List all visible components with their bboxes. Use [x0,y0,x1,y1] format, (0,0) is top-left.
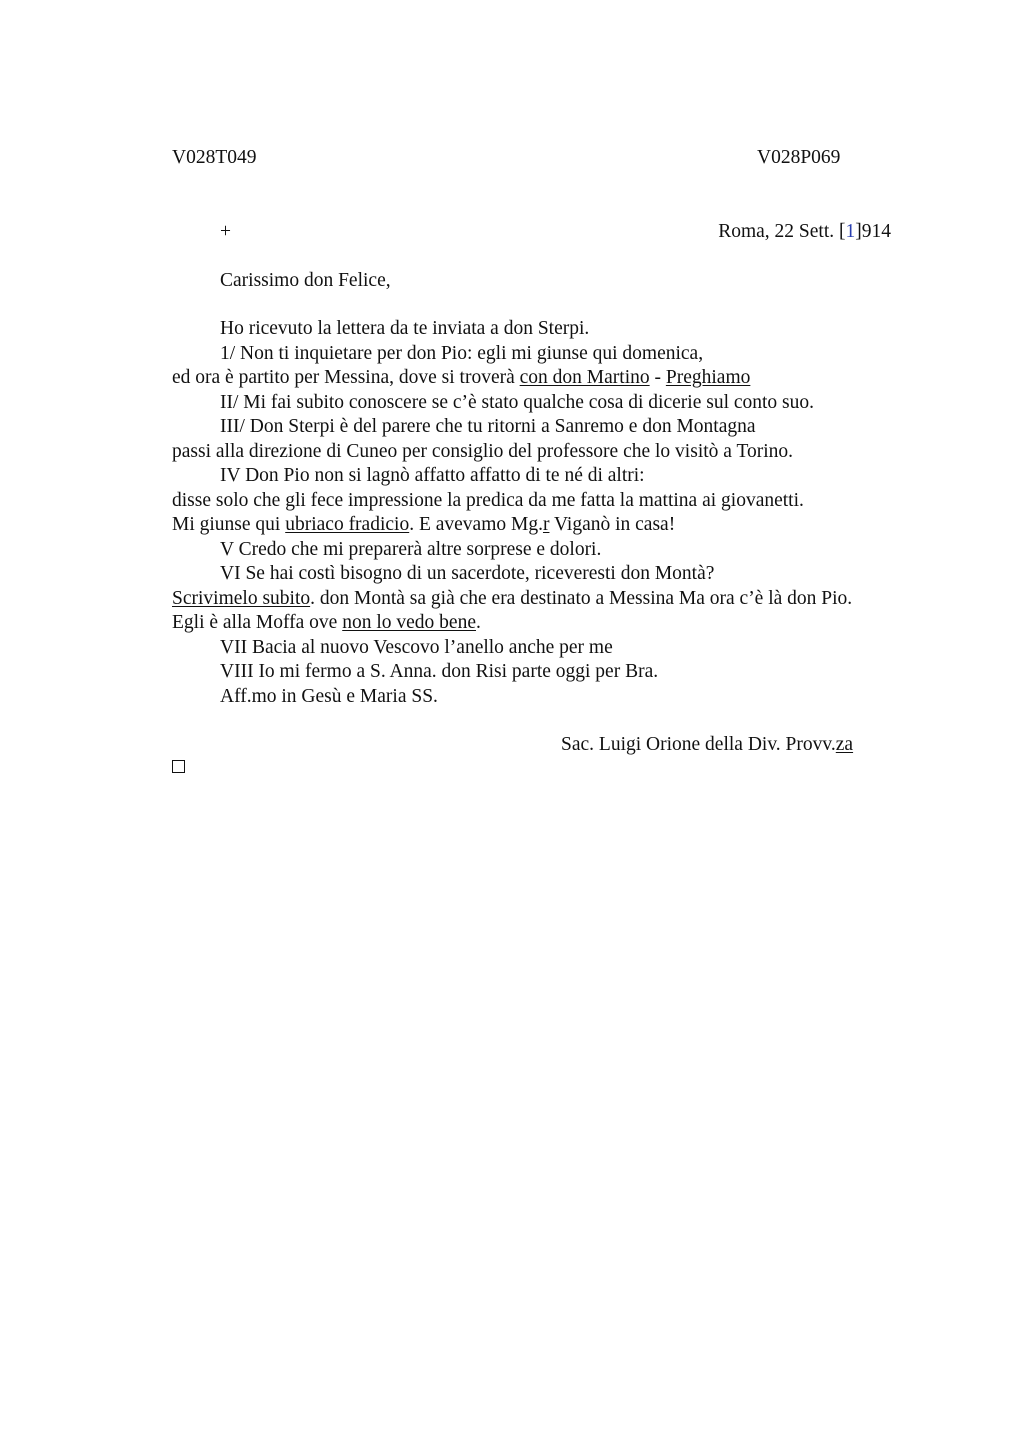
body-line: 1/ Non ti inquietare per don Pio: egli mi giunse qui domenica, [220,343,704,364]
archive-code-right: V028P069 [757,147,841,168]
underlined-text: ubriaco fradicio [285,514,410,535]
underlined-text: con don Martino [519,367,650,388]
archive-code-left: V028T049 [172,147,257,168]
body-line: Scrivimelo subito. don Montà sa già che era destinato a Messina Ma ora c’è là don Pio. [172,588,853,609]
body-line: VII Bacia al nuovo Vescovo l’anello anche per me [220,637,613,658]
checkbox-square-icon [172,760,185,773]
body-line: VI Se hai costì bisogno di un sacerdote, riceveresti don Montà? [220,563,715,584]
body-line: Ho ricevuto la lettera da te inviata a don Sterpi. [220,318,590,339]
closing-line: Aff.mo in Gesù e Maria SS. [220,686,438,707]
body-line: Egli è alla Moffa ove non lo vedo bene. [172,612,481,633]
body-line: disse solo che gli fece impressione la predica da me fatta la mattina ai giovanetti. [172,490,804,511]
letter-date: Roma, 22 Sett. [1]914 [718,221,891,242]
date-bracket-digit: 1 [845,221,856,242]
underlined-text: Scrivimelo subito [172,588,311,609]
salutation: Carissimo don Felice, [220,270,391,291]
body-line: ed ora è partito per Messina, dove si troverà con don Martino - Preghiamo [172,367,751,388]
body-line: passi alla direzione di Cuneo per consiglio del professore che lo visitò a Torino. [172,441,794,462]
body-line: III/ Don Sterpi è del parere che tu ritorni a Sanremo e don Montagna [220,416,756,437]
underlined-text: non lo vedo bene [342,612,476,633]
underlined-text: Preghiamo [665,367,751,388]
underlined-text: r [542,514,550,535]
cross-mark: + [220,221,231,242]
body-line: V Credo che mi preparerà altre sorprese e dolori. [220,539,602,560]
body-line: II/ Mi fai subito conoscere se c’è stato qualche cosa di dicerie sul conto suo. [220,392,815,413]
body-line: Mi giunse qui ubriaco fradicio. E avevamo Mg.r Viganò in casa! [172,514,676,535]
body-line: VIII Io mi fermo a S. Anna. don Risi parte oggi per Bra. [220,661,659,682]
body-line: IV Don Pio non si lagnò affatto affatto di te né di altri: [220,465,645,486]
signature: Sac. Luigi Orione della Div. Provv.za [561,734,854,755]
underlined-text: za [835,734,854,755]
